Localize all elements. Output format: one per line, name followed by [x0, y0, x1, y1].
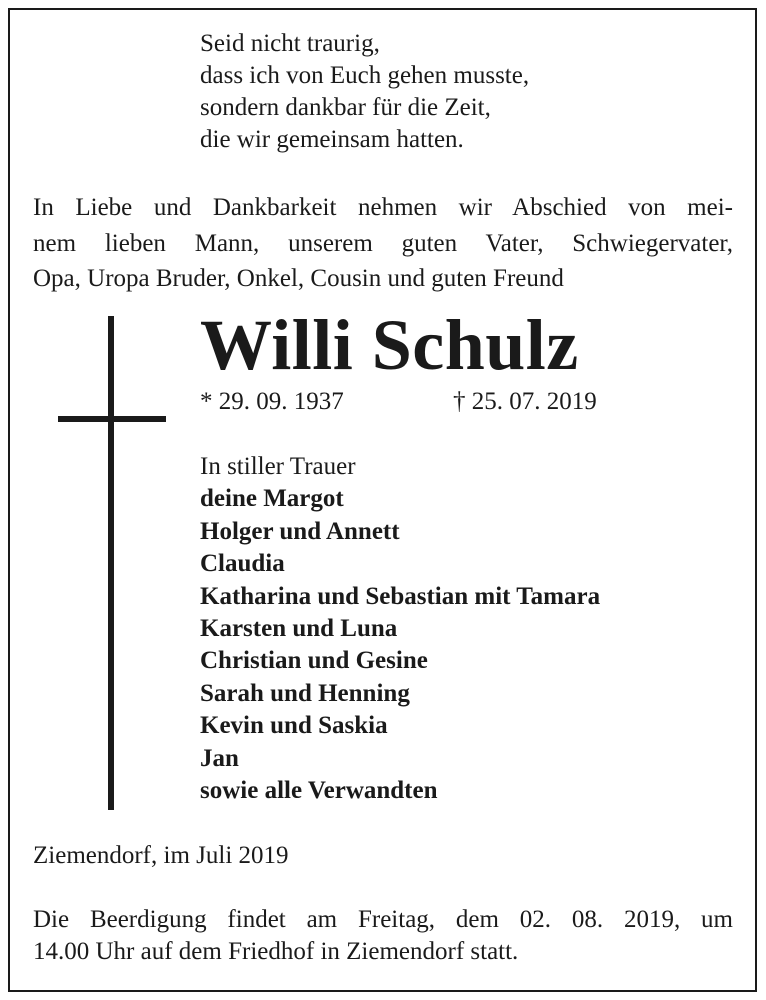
mourner: Jan — [200, 744, 239, 772]
funeral-line: Die Beerdigung findet am Freitag, dem 02. 08. 2019, um — [33, 906, 733, 933]
mourner: Sarah und Henning — [200, 679, 410, 707]
poem — [200, 28, 529, 156]
funeral-line: 14.00 Uhr auf dem Friedhof in Ziemendorf statt. — [33, 938, 519, 965]
mourner: Holger und Annett — [200, 517, 400, 545]
mourner: Karsten und Luna — [200, 615, 398, 643]
poem-line: Seid nicht traurig, — [200, 30, 380, 57]
birth-date: * 29. 09. 1937 — [200, 388, 344, 415]
mourners-heading: In stiller Trauer — [200, 453, 356, 480]
place-date: Ziemendorf, im Juli 2019 — [33, 842, 289, 869]
poem-line: die wir gemeinsam hatten. — [200, 126, 464, 153]
funeral-notice — [33, 904, 733, 968]
farewell-line: Opa, Uropa Bruder, Onkel, Cousin und guten Freund — [33, 265, 564, 292]
mourners-list — [200, 451, 600, 807]
mourner: sowie alle Verwandten — [200, 777, 438, 805]
farewell-text — [33, 190, 733, 297]
deceased-name: Willi Schulz — [200, 305, 579, 385]
poem-line: dass ich von Euch gehen musste, — [200, 62, 530, 89]
mourner: Christian und Gesine — [200, 647, 428, 675]
mourner: Katharina und Sebastian mit Tamara — [200, 582, 601, 610]
farewell-line: nem lieben Mann, unserem guten Vater, Schwiegervater, — [33, 229, 733, 257]
cross-icon — [108, 316, 114, 810]
mourner: Claudia — [200, 550, 285, 578]
death-date: † 25. 07. 2019 — [453, 388, 597, 415]
farewell-line: In Liebe und Dankbarkeit nehmen wir Abschied von mei- — [33, 194, 733, 221]
mourner: Kevin und Saskia — [200, 712, 388, 740]
cross-icon-bar — [58, 416, 166, 422]
poem-line: sondern dankbar für die Zeit, — [200, 94, 491, 121]
mourner: deine Margot — [200, 485, 344, 513]
